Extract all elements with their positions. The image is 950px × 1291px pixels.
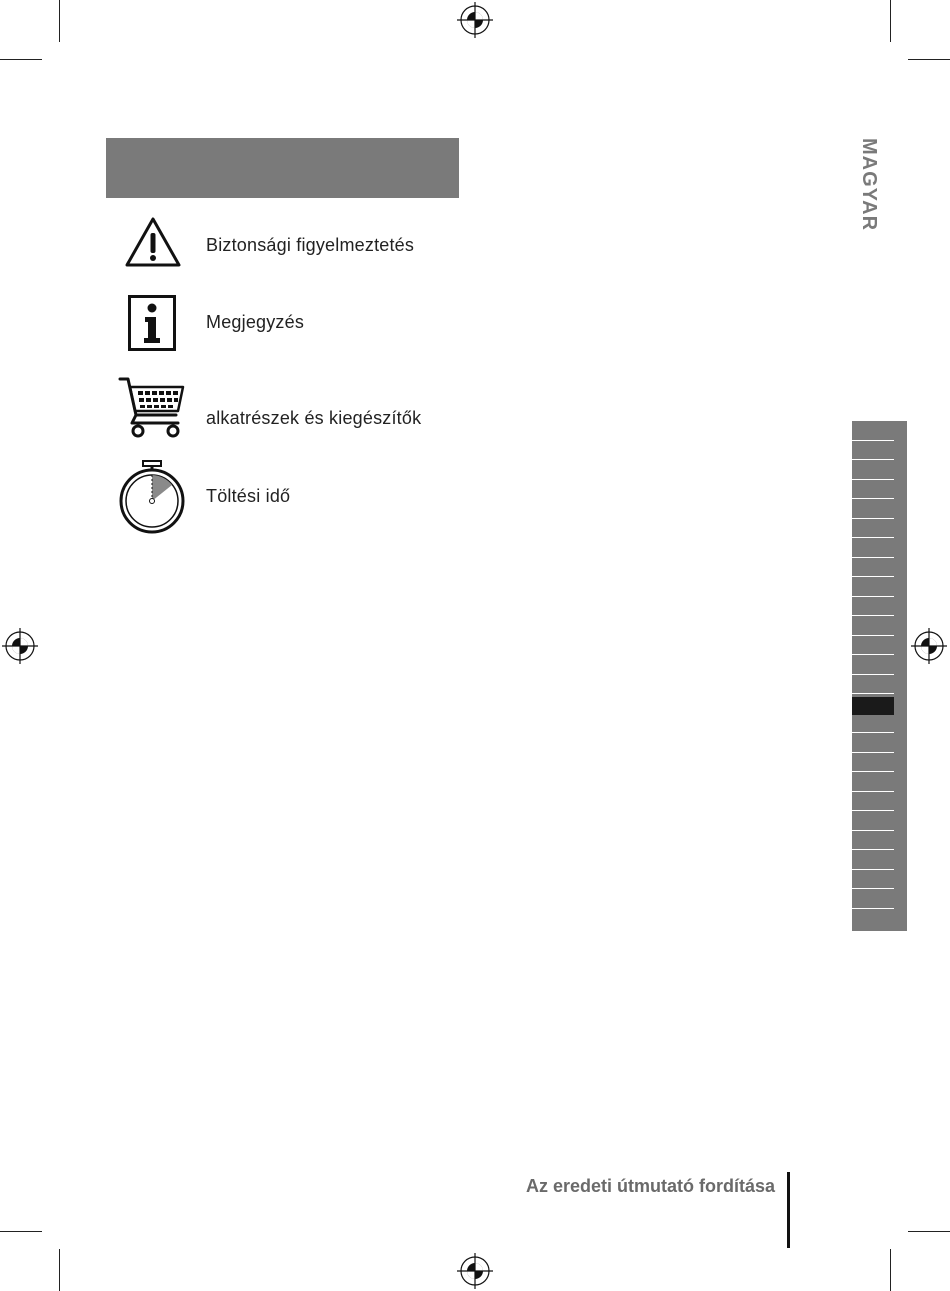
crop-mark-bottom-right-horizontal xyxy=(908,1231,950,1232)
index-divider xyxy=(852,459,894,460)
legend-label-note: Megjegyzés xyxy=(206,312,305,332)
language-tab: MAGYAR xyxy=(858,138,880,232)
index-divider xyxy=(852,908,894,909)
index-divider xyxy=(852,615,894,616)
registration-mark-icon xyxy=(457,2,493,38)
index-divider xyxy=(852,596,894,597)
index-divider xyxy=(852,440,894,441)
index-divider xyxy=(852,576,894,577)
warning-triangle-icon xyxy=(124,216,182,268)
index-divider xyxy=(852,888,894,889)
info-icon xyxy=(128,295,176,351)
crop-mark-bottom-right-vertical xyxy=(890,1249,891,1291)
section-index-strip xyxy=(852,421,907,931)
registration-mark-icon xyxy=(2,628,38,664)
crop-mark-bottom-left-horizontal xyxy=(0,1231,42,1232)
footer-translation-note: Az eredeti útmutató fordítása xyxy=(525,1176,775,1196)
index-divider xyxy=(852,479,894,480)
shopping-cart-icon xyxy=(118,375,186,439)
index-divider xyxy=(852,537,894,538)
index-divider xyxy=(852,557,894,558)
crop-mark-bottom-left-vertical xyxy=(59,1249,60,1291)
index-divider xyxy=(852,752,894,753)
index-divider xyxy=(852,654,894,655)
stopwatch-icon xyxy=(118,459,186,535)
crop-mark-top-right-horizontal xyxy=(908,59,950,60)
index-active-marker xyxy=(852,697,894,715)
index-divider xyxy=(852,830,894,831)
legend-label-charging-time: Töltési idő xyxy=(206,486,291,506)
crop-mark-top-left-vertical xyxy=(59,0,60,42)
footer-rule xyxy=(787,1172,790,1248)
index-divider xyxy=(852,674,894,675)
registration-mark-icon xyxy=(911,628,947,664)
index-divider xyxy=(852,732,894,733)
index-divider xyxy=(852,869,894,870)
index-divider xyxy=(852,849,894,850)
registration-mark-icon xyxy=(457,1253,493,1289)
legend-label-warning: Biztonsági figyelmeztetés xyxy=(206,235,415,255)
index-divider xyxy=(852,518,894,519)
index-divider xyxy=(852,810,894,811)
section-header-bar xyxy=(106,138,459,198)
index-divider xyxy=(852,498,894,499)
legend-label-parts: alkatrészek és kiegészítők xyxy=(206,408,422,428)
crop-mark-top-right-vertical xyxy=(890,0,891,42)
index-divider xyxy=(852,635,894,636)
crop-mark-top-left-horizontal xyxy=(0,59,42,60)
index-divider xyxy=(852,771,894,772)
index-divider xyxy=(852,693,894,694)
index-divider xyxy=(852,791,894,792)
